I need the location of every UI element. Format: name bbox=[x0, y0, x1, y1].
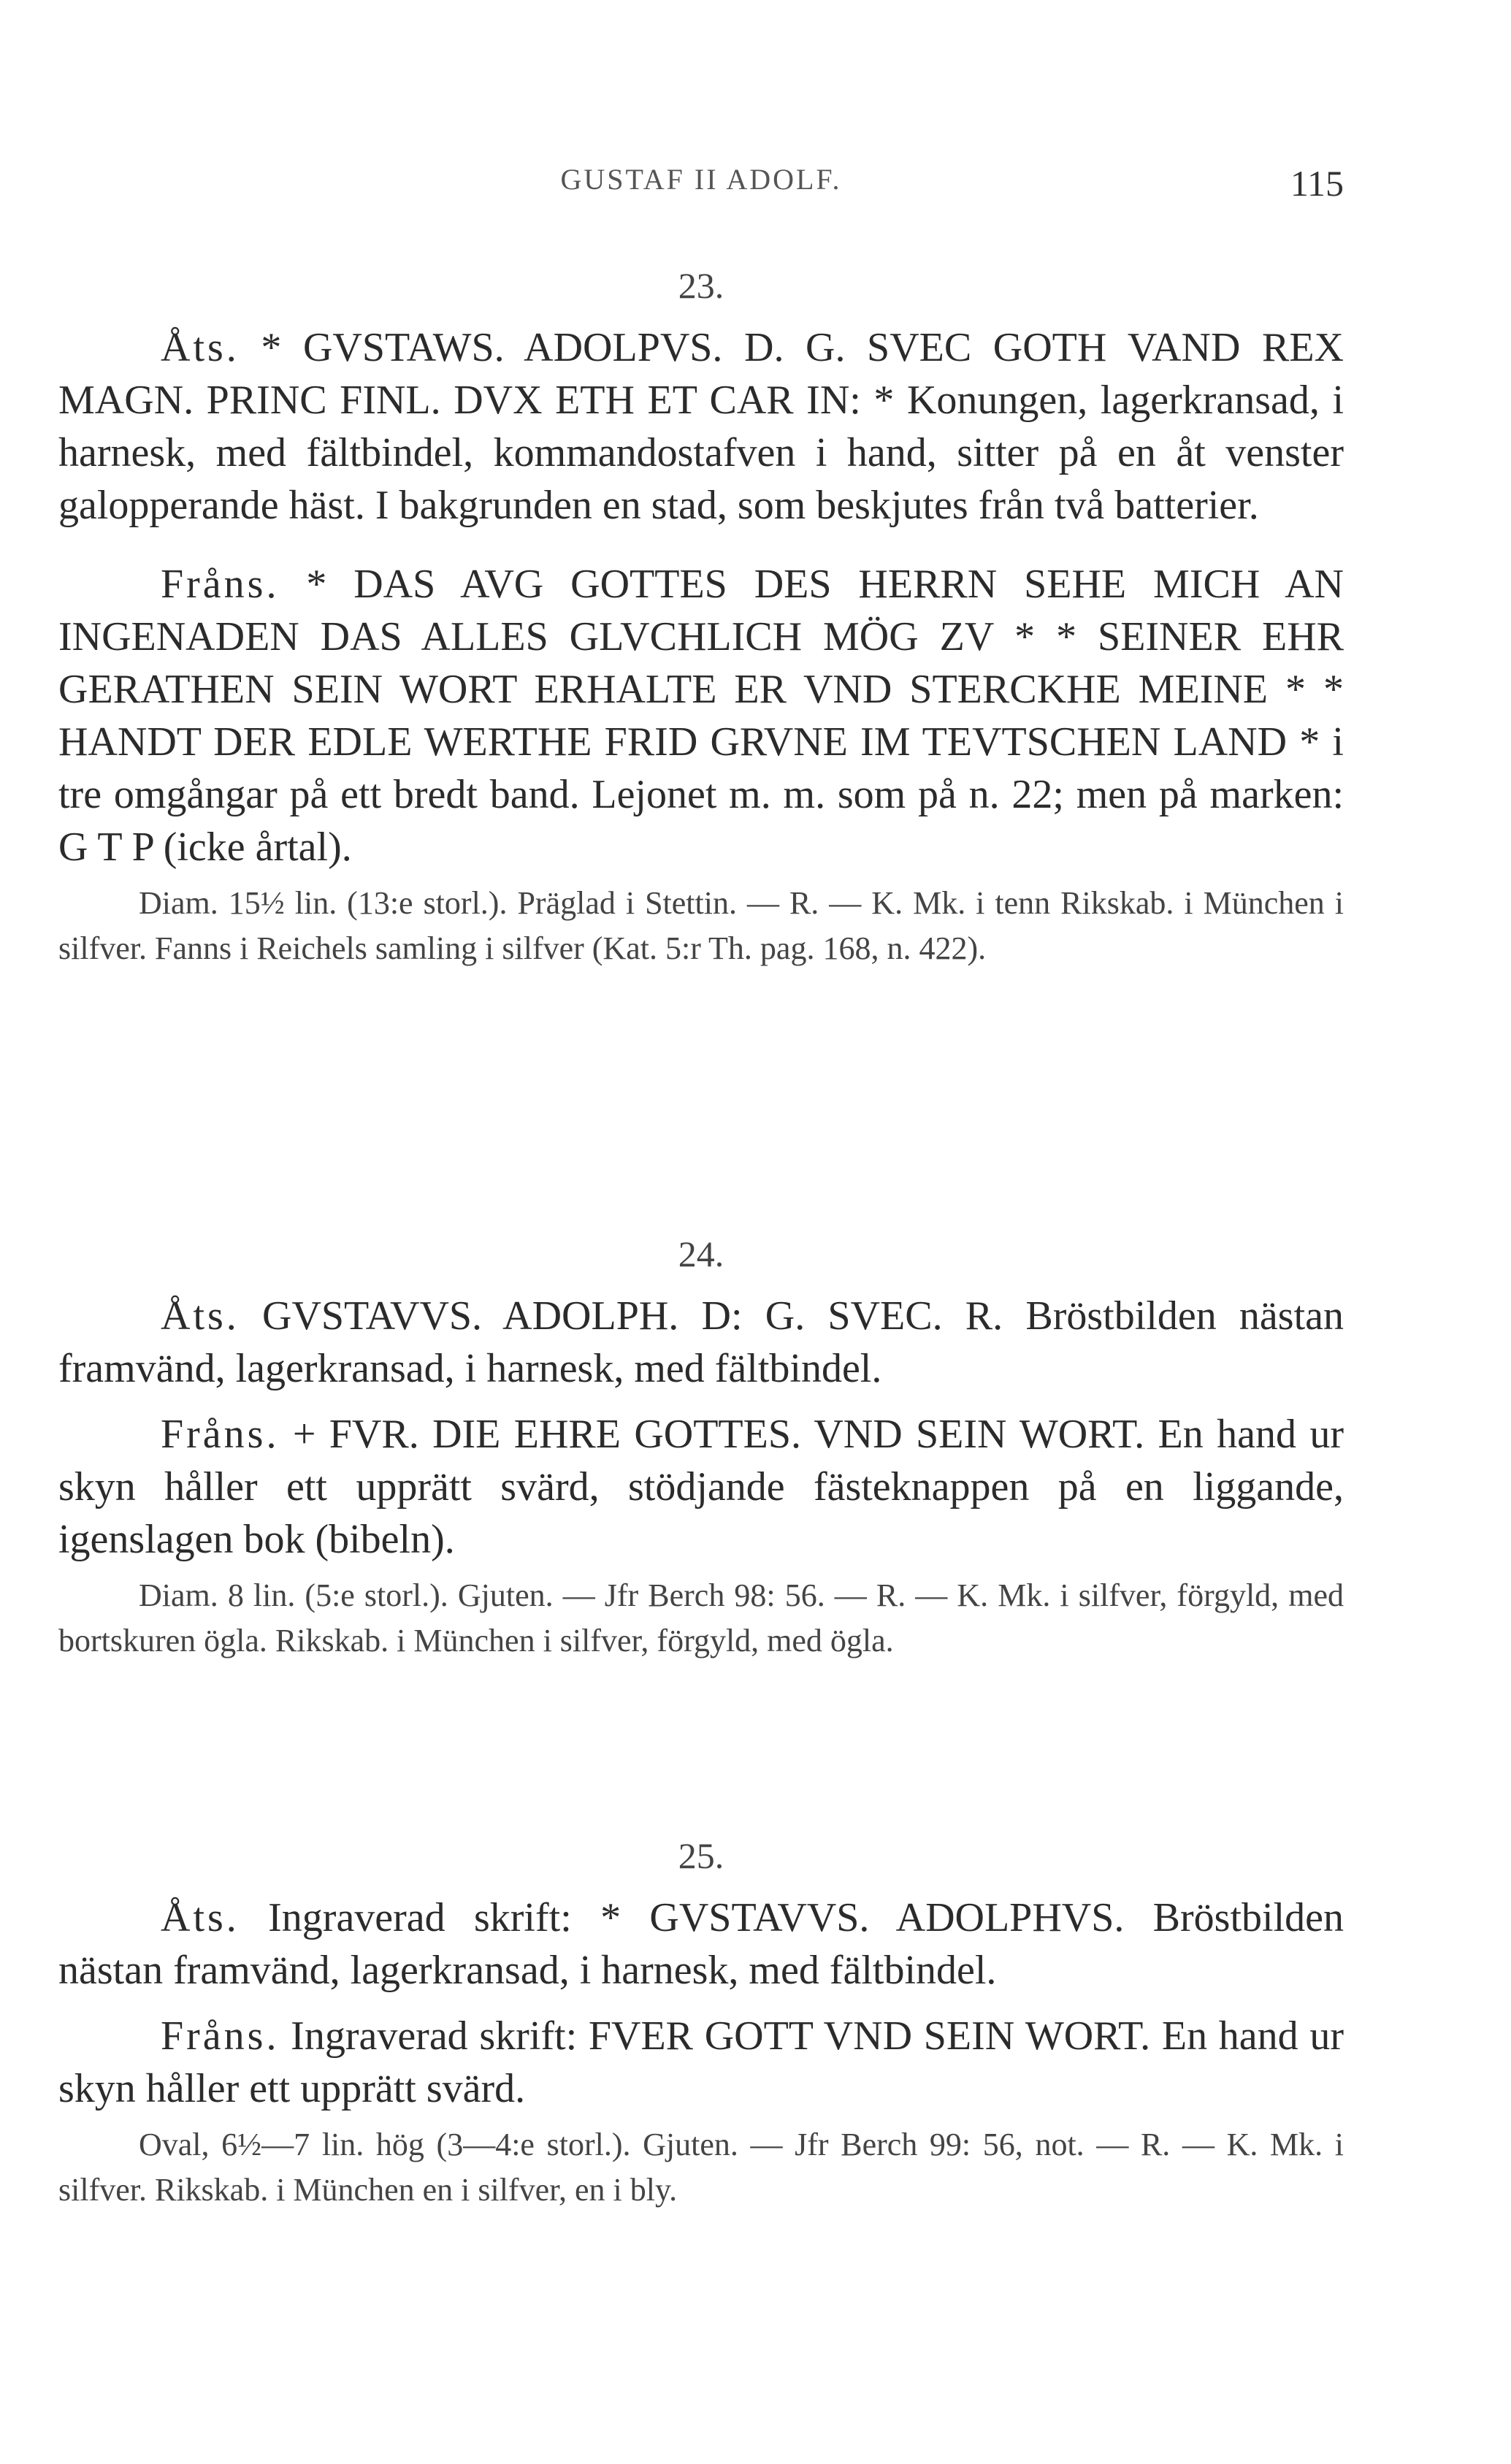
page-number: 115 bbox=[1290, 163, 1344, 204]
reverse-text: + FVR. DIE EHRE GOTTES. VND SEIN WORT. En hand ur skyn håller ett upprätt svärd, stödjande fästeknappen på en liggande, igenslagen bok (bibeln). bbox=[58, 1412, 1344, 1562]
reverse-description bbox=[58, 2010, 1344, 2115]
obverse-label: Åts. bbox=[161, 1895, 240, 1940]
reverse-label: Fråns. bbox=[161, 562, 280, 607]
reverse-label: Fråns. bbox=[161, 2013, 280, 2059]
entry-number: 24. bbox=[678, 1233, 724, 1274]
reverse-label: Fråns. bbox=[161, 1412, 280, 1457]
entry-number: 23. bbox=[678, 265, 724, 306]
medal-entry-24 bbox=[58, 1233, 1344, 1664]
running-title: GUSTAF II ADOLF. bbox=[560, 163, 842, 196]
catalog-note: Oval, 6½—7 lin. hög (3—4:e storl.). Gjuten. — Jfr Berch 99: 56, not. — R. — K. Mk. i silfver. Rikskab. i München en i silfver, en i bly. bbox=[58, 2127, 1344, 2208]
reverse-text: Ingraverad skrift: FVER GOTT VND SEIN WORT. En hand ur skyn håller ett upprätt svärd. bbox=[58, 2013, 1344, 2111]
obverse-label: Åts. bbox=[161, 1293, 240, 1339]
obverse-description bbox=[58, 321, 1344, 532]
reverse-description bbox=[58, 1408, 1344, 1566]
medal-entry-25 bbox=[58, 1834, 1344, 2213]
catalog-note: Diam. 15½ lin. (13:e storl.). Präglad i Stettin. — R. — K. Mk. i tenn Rikskab. i München i silfver. Fanns i Reichels samling i silfver (Kat. 5:r Th. pag. 168, n. 422). bbox=[58, 885, 1344, 966]
running-head bbox=[58, 162, 1344, 206]
book-page bbox=[58, 0, 1344, 2464]
obverse-description bbox=[58, 1290, 1344, 1395]
obverse-description bbox=[58, 1891, 1344, 1997]
medal-entry-23 bbox=[58, 264, 1344, 971]
obverse-label: Åts. bbox=[161, 325, 240, 370]
obverse-text: * GVSTAWS. ADOLPVS. D. G. SVEC GOTH VAND REX MAGN. PRINC FINL. DVX ETH ET CAR IN: * Konungen, lagerkransad, i harnesk, med fältbindel, kommandostafven i hand, sitter på en åt venster galopperande häst. I bakgrunden en stad, som beskjutes från två batterier. bbox=[58, 325, 1344, 528]
entry-number: 25. bbox=[678, 1835, 724, 1876]
catalog-note: Diam. 8 lin. (5:e storl.). Gjuten. — Jfr Berch 98: 56. — R. — K. Mk. i silfver, förgyld, med bortskuren ögla. Rikskab. i München i silfver, förgyld, med ögla. bbox=[58, 1577, 1344, 1658]
obverse-text: Ingraverad skrift: * GVSTAVVS. ADOLPHVS. Bröstbilden nästan framvänd, lagerkransad, i harnesk, med fältbindel. bbox=[58, 1895, 1344, 1993]
reverse-description bbox=[58, 558, 1344, 873]
obverse-text: GVSTAVVS. ADOLPH. D: G. SVEC. R. Bröstbilden nästan framvänd, lagerkransad, i harnesk, med fältbindel. bbox=[58, 1293, 1344, 1391]
reverse-text: * DAS AVG GOTTES DES HERRN SEHE MICH AN INGENADEN DAS ALLES GLVCHLICH MÖG ZV * * SEINER EHR GERATHEN SEIN WORT ERHALTE ER VND STERCKHE MEINE * * HANDT DER EDLE WERTHE FRID GRVNE IM TEVTSCHEN LAND * i tre omgångar på ett bredt band. Lejonet m. m. som på n. 22; men på marken: G T P (icke årtal). bbox=[58, 562, 1344, 870]
